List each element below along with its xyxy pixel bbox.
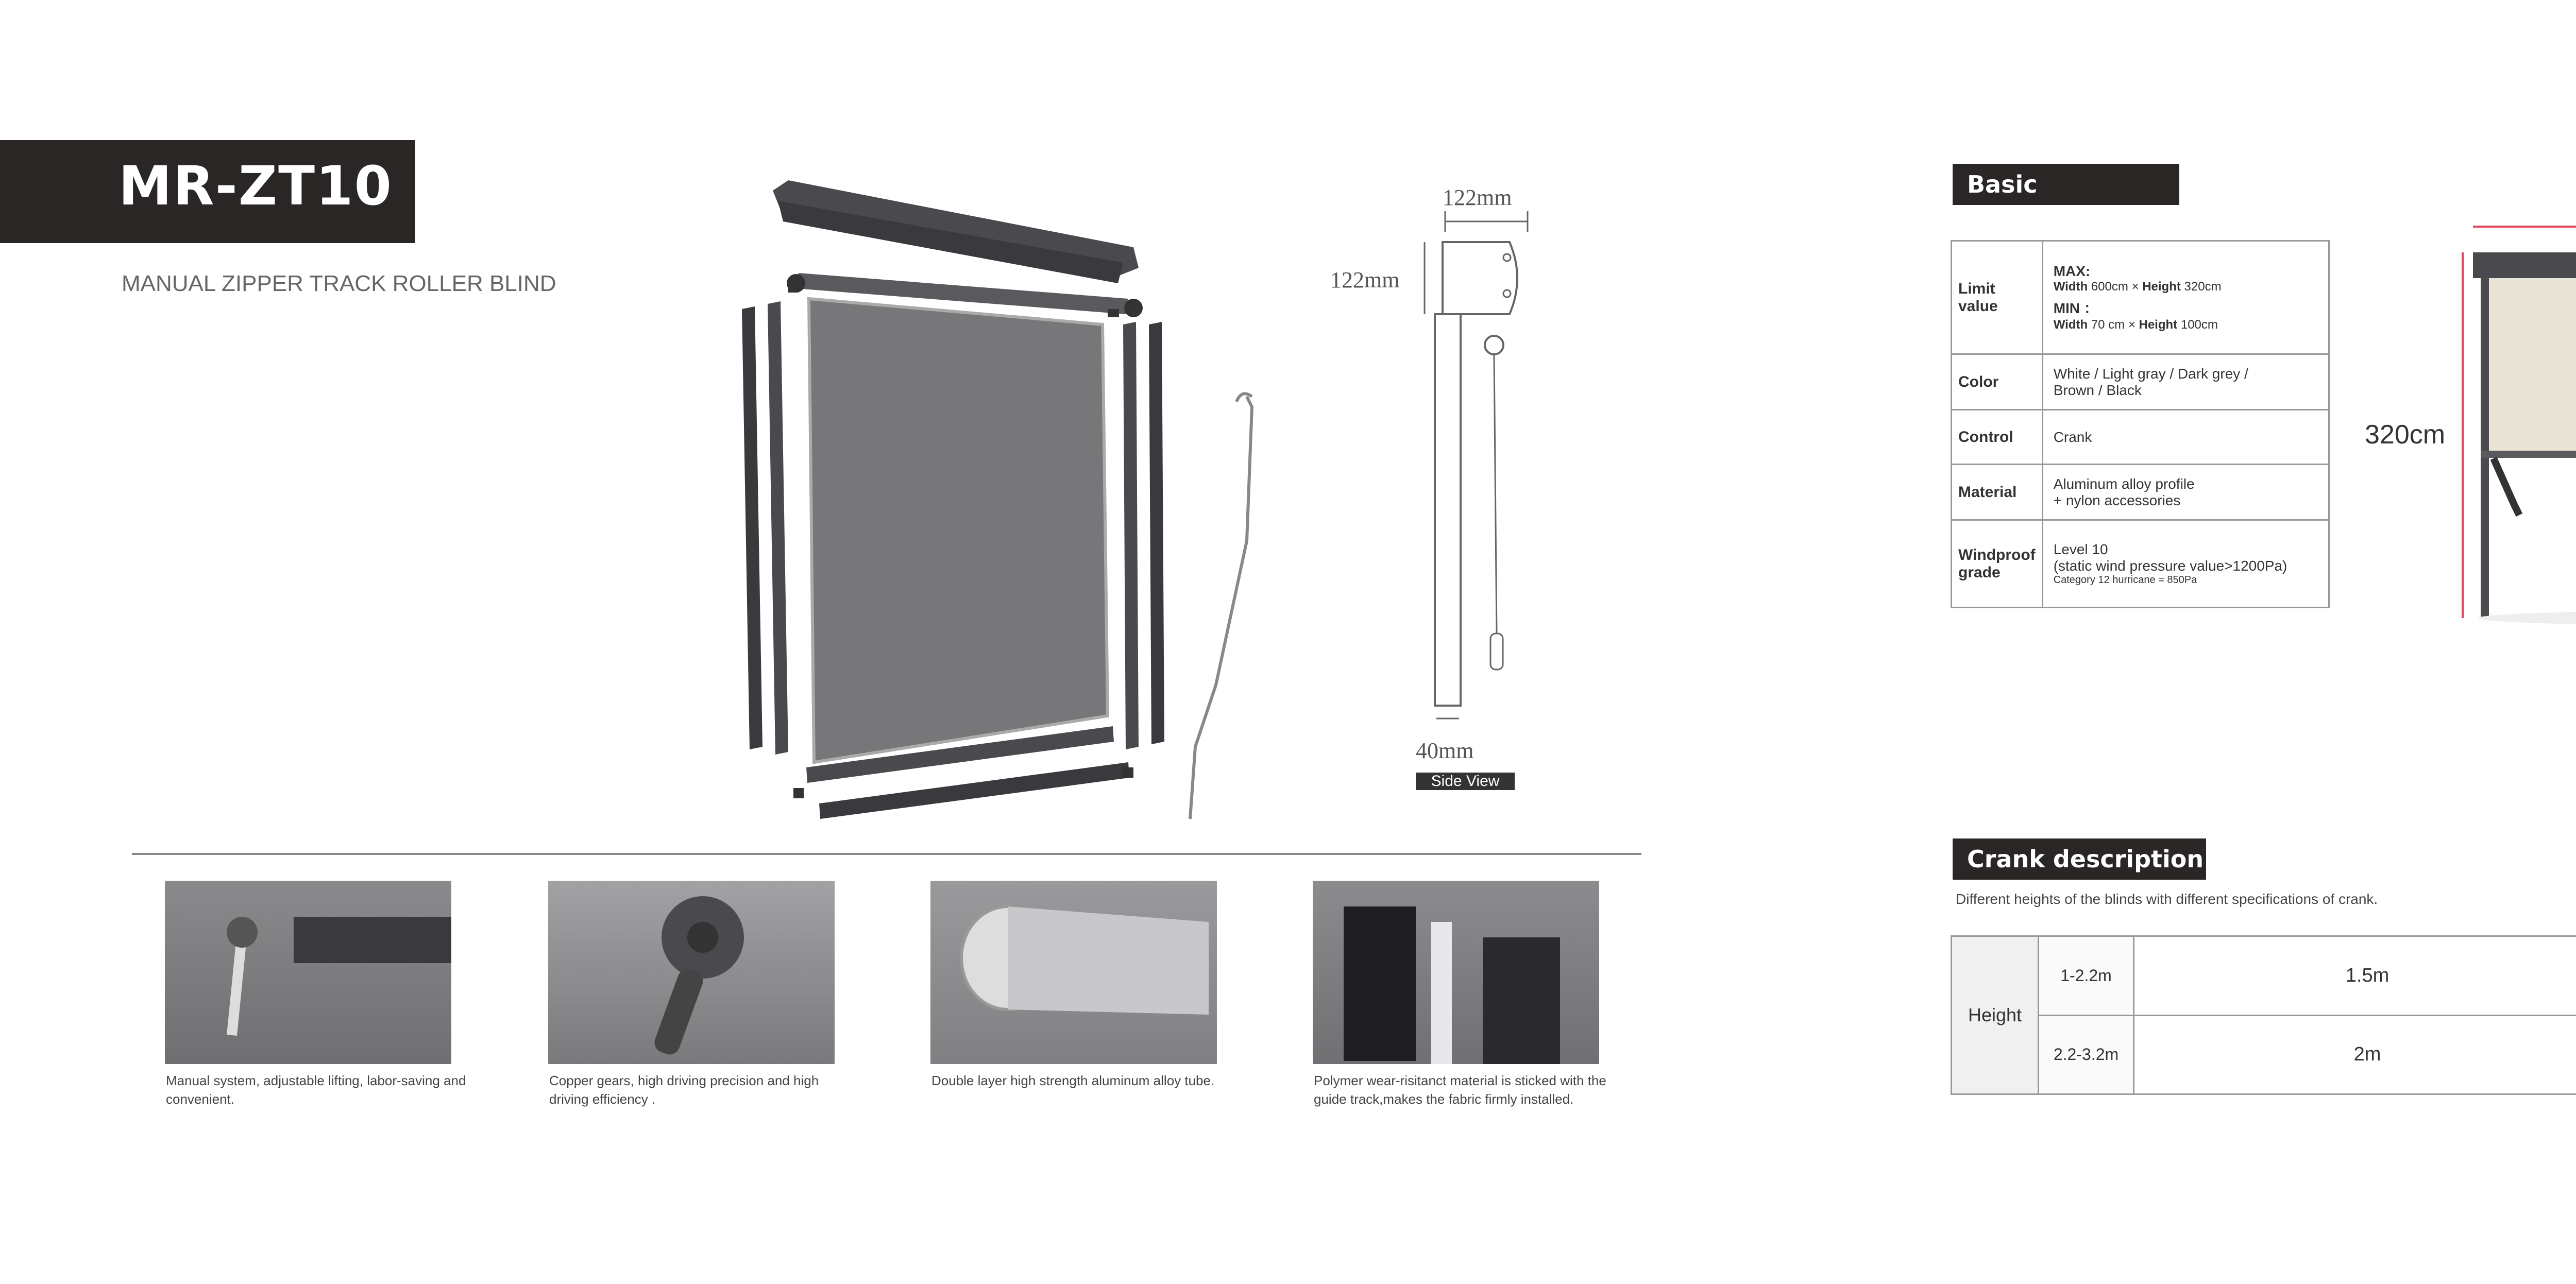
feature-caption-3: Double layer high strength aluminum alloy tube.	[931, 1073, 1215, 1088]
max-label: MAX:	[2053, 263, 2091, 279]
material-line-1: Aluminum alloy profile	[2053, 475, 2195, 492]
max-height-dimension: 320cm	[2365, 420, 2446, 450]
feature-caption-1: Manual system, adjustable lifting, labor-saving and convenient.	[166, 1073, 466, 1107]
max-width-label: Width	[2053, 279, 2088, 294]
product-subtitle: MANUAL ZIPPER TRACK ROLLER BLIND	[122, 271, 556, 296]
limit-value-cell	[2042, 241, 2329, 354]
section-divider	[132, 853, 1641, 855]
min-width-label: Width	[2053, 317, 2088, 332]
windproof-line-2: (static wind pressure value>1200Pa)	[2053, 558, 2287, 574]
color-line-1: White / Light gray / Dark grey /	[2053, 365, 2248, 382]
product-model: MR-ZT10	[118, 155, 393, 217]
crank-heading: Crank description	[1953, 838, 2206, 880]
side-view-tag: Side View	[1416, 773, 1515, 790]
feature-caption-2: Copper gears, high driving precision and high driving efficiency .	[549, 1073, 819, 1107]
crank-range-1: 1-2.2m	[2039, 936, 2134, 1016]
windproof-label-2: grade	[1958, 563, 2001, 581]
max-size-illustration	[2442, 216, 2576, 628]
feature-image-tube	[930, 881, 1217, 1064]
times-symbol-2: ×	[2128, 317, 2136, 332]
exploded-view-illustration	[711, 170, 1278, 829]
windproof-line-3: Category 12 hurricane = 850Pa	[2053, 574, 2197, 586]
feature-image-track	[1313, 881, 1599, 1064]
crank-row-label: Height	[1952, 936, 2039, 1094]
max-height-value: 320cm	[2184, 279, 2222, 294]
max-width-value: 600cm	[2091, 279, 2128, 294]
material-label: Material	[1952, 465, 2043, 520]
feature-image-crank	[165, 881, 451, 1064]
min-height-value: 100cm	[2180, 317, 2218, 332]
side-width-label: 122mm	[1443, 185, 1512, 210]
control-value: Crank	[2042, 410, 2329, 465]
windproof-line-1: Level 10	[2053, 541, 2108, 557]
crank-value-1: 1.5m	[2134, 936, 2576, 1016]
control-label: Control	[1952, 410, 2043, 465]
side-bottom-width-label: 40mm	[1416, 738, 1474, 763]
crank-description: Different heights of the blinds with different specifications of crank.	[1956, 891, 2378, 907]
max-height-label: Height	[2142, 279, 2181, 294]
color-label: Color	[1952, 354, 2043, 410]
parameters-table	[1951, 240, 2330, 608]
min-label: MIN ：	[2053, 300, 2098, 316]
feature-caption-4: Polymer wear-risitanct material is sticked with the guide track,makes the fabric firmly installed.	[1314, 1073, 1606, 1107]
min-width-value: 70 cm	[2091, 317, 2125, 332]
material-line-2: + nylon accessories	[2053, 492, 2181, 508]
limit-value-label: Limit value	[1952, 241, 2043, 354]
crank-value-2: 2m	[2134, 1015, 2576, 1094]
color-line-2: Brown / Black	[2053, 382, 2142, 398]
basic-parameters-heading: Basic parameters	[1953, 164, 2179, 205]
side-height-label: 122mm	[1330, 267, 1400, 293]
feature-image-gears	[548, 881, 835, 1064]
crank-range-2: 2.2-3.2m	[2039, 1015, 2134, 1094]
min-height-label: Height	[2139, 317, 2178, 332]
crank-table	[1951, 935, 2576, 1095]
times-symbol-1: ×	[2131, 279, 2139, 294]
windproof-label-1: Windproof	[1958, 546, 2036, 563]
